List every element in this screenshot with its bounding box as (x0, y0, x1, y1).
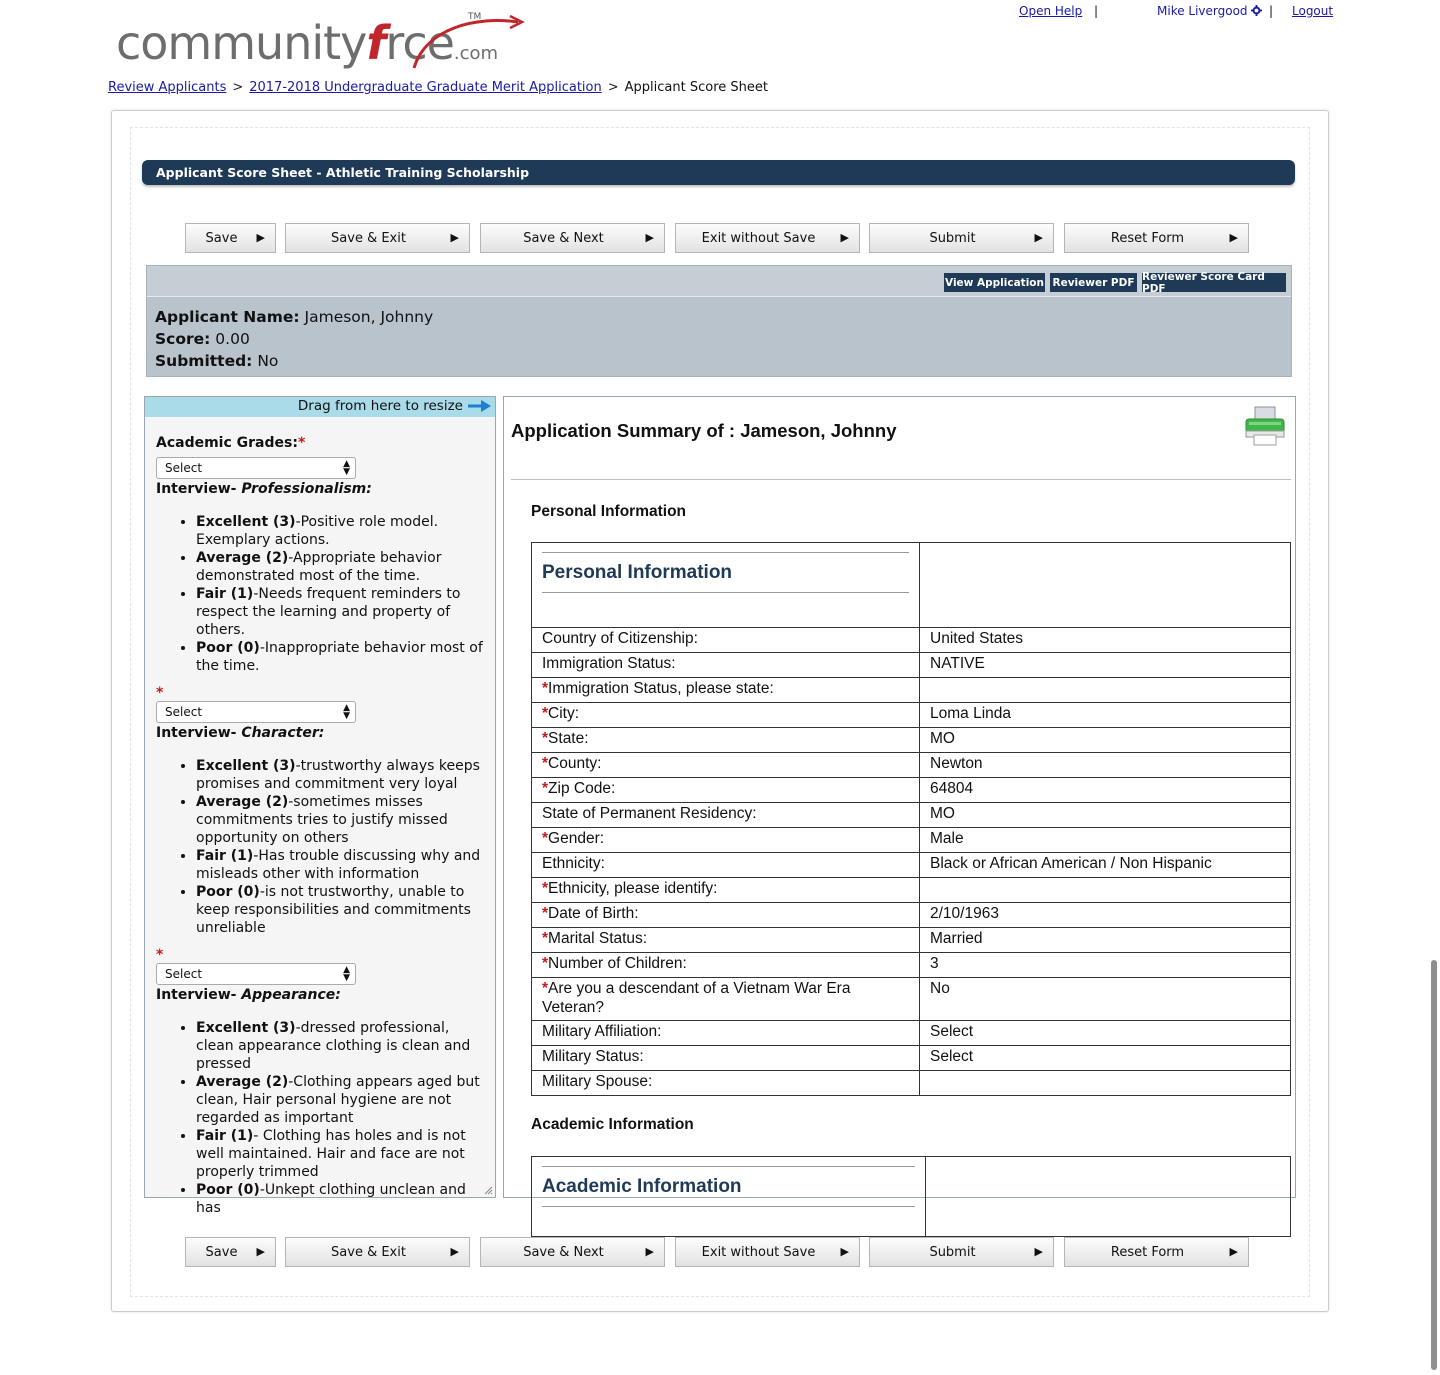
play-arrow-icon: ▶ (1229, 1245, 1238, 1258)
table-row: *Zip Code: 64804 (532, 778, 1291, 803)
logo-wordmark: communityfrce.com (116, 16, 499, 70)
table-row: Country of Citizenship: United States (532, 628, 1291, 653)
page-title: Applicant Score Sheet - Athletic Training Scholarship (142, 160, 1295, 185)
play-arrow-icon: ▶ (645, 231, 654, 244)
professionalism-criteria (156, 513, 491, 675)
reviewer-score-card-pdf-button[interactable]: Reviewer Score Card PDF (1142, 273, 1286, 292)
action-buttons-top (185, 223, 1255, 253)
submitted-label: Submitted: (155, 352, 253, 370)
action-buttons-bottom (185, 1237, 1255, 1267)
submit-button[interactable]: Submit ▶ (869, 1237, 1054, 1267)
table-row: *City: Loma Linda (532, 703, 1291, 728)
select-arrows-icon: ▲ ▼ (343, 459, 350, 477)
table-header-row (532, 543, 1291, 628)
table-header-row (532, 1157, 1291, 1237)
breadcrumb-review-applicants[interactable]: Review Applicants (108, 80, 227, 95)
character-select[interactable]: Select ▲ ▼ (156, 963, 356, 985)
save-button[interactable]: Save ▶ (185, 223, 276, 253)
table-row: Ethnicity: Black or African American / Non Hispanic (532, 853, 1291, 878)
save-next-button[interactable]: Save & Next ▶ (480, 223, 665, 253)
arrow-right-icon (468, 399, 492, 413)
table-row: Military Affiliation: Select (532, 1021, 1291, 1046)
list-item: • Fair (1)-Needs frequent reminders to respect the learning and property of others. (196, 585, 491, 639)
gear-icon[interactable] (1251, 5, 1262, 16)
separator: | (1269, 4, 1274, 18)
table-row: *Ethnicity, please identify: (532, 878, 1291, 903)
breadcrumb-application[interactable]: 2017-2018 Undergraduate Graduate Merit Application (249, 80, 602, 95)
communityforce-logo[interactable] (116, 6, 536, 78)
page-scrollbar[interactable] (1431, 960, 1437, 1370)
user-name[interactable]: Mike Livergood (1157, 4, 1262, 18)
applicant-name-label: Applicant Name: (155, 308, 300, 326)
table-row: *Date of Birth: 2/10/1963 (532, 903, 1291, 928)
table-row: State of Permanent Residency: MO (532, 803, 1291, 828)
reviewer-pdf-button[interactable]: Reviewer PDF (1050, 273, 1137, 292)
logout-link[interactable]: Logout (1292, 4, 1334, 18)
resize-handle[interactable]: Drag from here to resize (145, 397, 495, 417)
list-item: • Excellent (3)-trustworthy always keeps promises and commitment very loyal (196, 757, 491, 793)
table-row: *Immigration Status, please state: (532, 678, 1291, 703)
appearance-criteria (156, 1019, 491, 1217)
academic-info-box-heading: Academic Information (542, 1166, 915, 1207)
table-row: *Gender: Male (532, 828, 1291, 853)
play-arrow-icon: ▶ (1229, 231, 1238, 244)
play-arrow-icon: ▶ (1034, 231, 1043, 244)
play-arrow-icon: ▶ (840, 231, 849, 244)
list-item: • Excellent (3)-Positive role model. Exemplary actions. (196, 513, 491, 549)
list-item: • Poor (0)-is not trustworthy, unable to keep responsibilities and commitments unreliable (196, 883, 491, 937)
academic-grades-select[interactable]: Select ▲ ▼ (156, 457, 356, 479)
application-summary-pane[interactable] (503, 396, 1296, 1198)
character-label: Interview- Character: (156, 725, 325, 741)
applicant-name: Jameson, Johnny (304, 308, 434, 326)
submit-button[interactable]: Submit ▶ (869, 223, 1054, 253)
list-item: • Average (2)-Appropriate behavior demonstrated most of the time. (196, 549, 491, 585)
professionalism-select[interactable]: Select ▲ ▼ (156, 701, 356, 723)
scoring-pane[interactable] (144, 396, 496, 1216)
reset-form-button[interactable]: Reset Form ▶ (1064, 223, 1249, 253)
submitted-row (155, 350, 433, 372)
table-row: *Number of Children: 3 (532, 953, 1291, 978)
play-arrow-icon: ▶ (1034, 1245, 1043, 1258)
table-row: *County: Newton (532, 753, 1291, 778)
list-item: • Excellent (3)-dressed professional, clean appearance clothing is clean and pressed (196, 1019, 491, 1073)
reset-form-button[interactable]: Reset Form ▶ (1064, 1237, 1249, 1267)
trademark-mark: TM (468, 12, 482, 22)
breadcrumb (108, 80, 768, 95)
character-criteria (156, 757, 491, 937)
table-row: Immigration Status: NATIVE (532, 653, 1291, 678)
select-arrows-icon: ▲ ▼ (343, 965, 350, 983)
list-item: • Fair (1)- Clothing has holes and is not well maintained. Hair and face are not properly trimmed (196, 1127, 491, 1181)
applicant-info-panel (146, 265, 1292, 377)
separator: | (1094, 4, 1099, 18)
score-label: Score: (155, 330, 211, 348)
score-value: 0.00 (215, 330, 250, 348)
appearance-label: Interview- Appearance: (156, 987, 341, 1003)
breadcrumb-separator: > (607, 80, 619, 95)
play-arrow-icon: ▶ (256, 1245, 265, 1258)
table-row: *Are you a descendant of a Vietnam War Era Veteran? No (532, 978, 1291, 1021)
professionalism-label: Interview- Professionalism: (156, 481, 372, 497)
save-button[interactable]: Save ▶ (185, 1237, 276, 1267)
play-arrow-icon: ▶ (450, 231, 459, 244)
list-item: • Fair (1)-Has trouble discussing why and misleads other with information (196, 847, 491, 883)
academic-info-section-heading: Academic Information (531, 1116, 694, 1133)
select-arrows-icon: ▲ ▼ (343, 703, 350, 721)
save-exit-button[interactable]: Save & Exit ▶ (285, 1237, 470, 1267)
list-item: • Poor (0)-Unkept clothing unclean and has (196, 1181, 491, 1217)
personal-info-section-heading: Personal Information (531, 503, 687, 520)
breadcrumb-current: Applicant Score Sheet (624, 80, 768, 95)
logo-swoosh-icon (406, 8, 526, 78)
list-item: • Average (2)-sometimes misses commitments tries to justify missed opportunity on others (196, 793, 491, 847)
view-application-button[interactable]: View Application (944, 273, 1045, 292)
personal-info-table (531, 542, 1291, 1096)
play-arrow-icon: ▶ (256, 231, 265, 244)
submitted-value: No (257, 352, 279, 370)
breadcrumb-separator: > (232, 80, 244, 95)
applicant-name-row (155, 306, 433, 328)
table-row: *Marital Status: Married (532, 928, 1291, 953)
table-row: *State: MO (532, 728, 1291, 753)
table-row: Military Status: Select (532, 1046, 1291, 1071)
pdf-toolbar (147, 266, 1291, 297)
save-next-button[interactable]: Save & Next ▶ (480, 1237, 665, 1267)
list-item: • Poor (0)-Inappropriate behavior most of the time. (196, 639, 491, 675)
printer-icon[interactable] (1243, 405, 1287, 447)
academic-info-table (531, 1156, 1291, 1237)
play-arrow-icon: ▶ (840, 1245, 849, 1258)
exit-without-save-button[interactable]: Exit without Save ▶ (675, 1237, 860, 1267)
required-marker: * (156, 685, 164, 701)
play-arrow-icon: ▶ (450, 1245, 459, 1258)
summary-title: Application Summary of : Jameson, Johnny (511, 420, 897, 441)
table-row: Military Spouse: (532, 1071, 1291, 1096)
open-help-link[interactable]: Open Help (1019, 4, 1083, 18)
personal-info-box-heading: Personal Information (542, 552, 909, 593)
list-item: • Average (2)-Clothing appears aged but clean, Hair personal hygiene are not regarded as important (196, 1073, 491, 1127)
save-exit-button[interactable]: Save & Exit ▶ (285, 223, 470, 253)
required-marker: * (156, 947, 164, 963)
score-row (155, 328, 433, 350)
play-arrow-icon: ▶ (645, 1245, 654, 1258)
resize-grip-icon[interactable] (483, 1185, 493, 1195)
academic-grades-label: Academic Grades:* (156, 435, 306, 451)
exit-without-save-button[interactable]: Exit without Save ▶ (675, 223, 860, 253)
